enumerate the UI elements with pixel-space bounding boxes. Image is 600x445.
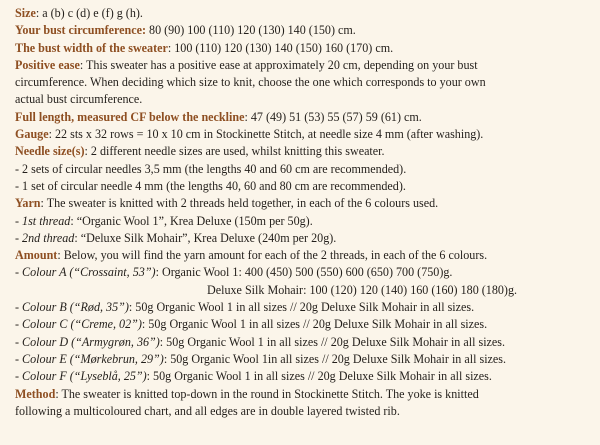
bust-circumference-line: [15, 22, 591, 39]
colour-e-line: [15, 351, 591, 368]
yarn-text: : The sweater is knitted with 2 threads held together, in each of the 6 colours used.: [40, 196, 439, 211]
positive-ease-text-2: circumference. When deciding which size to knit, choose the one which corresponds to your own: [15, 75, 486, 90]
full-length-line: [15, 109, 591, 126]
amount-line: [15, 247, 591, 264]
method-text-2: following a multicoloured chart, and all edges are in double layered twisted rib.: [15, 403, 400, 418]
colour-a-text: : Organic Wool 1: 400 (450) 500 (550) 600 (650) 700 (750)g.: [155, 265, 453, 280]
bust-width-line: [15, 40, 591, 57]
colour-text: : 50g Organic Wool 1 in all sizes // 20g Deluxe Silk Mohair in all sizes.: [146, 369, 492, 384]
needle-item: - 2 sets of circular needles 3,5 mm (the lengths 40 and 60 cm are recommended).: [15, 161, 407, 176]
gauge-value: : 22 sts x 32 rows = 10 x 10 cm in Stockinette Stitch, at needle size 4 mm (after washing).: [48, 127, 484, 142]
needle-size-line: [15, 143, 591, 160]
yarn-thread-1: [15, 213, 591, 230]
needle-size-label: Needle size(s): [15, 144, 85, 159]
full-length-label: Full length, measured CF below the neckline: [15, 109, 245, 124]
colour-text: : 50g Organic Wool 1 in all sizes // 20g Deluxe Silk Mohair in all sizes.: [141, 317, 488, 332]
colour-text: : 50g Organic Wool 1 in all sizes // 20g Deluxe Silk Mohair in all sizes.: [159, 334, 506, 349]
method-label: Method: [15, 386, 56, 401]
thread-name: - 1st thread: [15, 213, 71, 228]
bust-circumference-value: 80 (90) 100 (110) 120 (130) 140 (150) cm.: [146, 23, 356, 38]
needle-item: - 1 set of circular needle 4 mm (the lengths 40, 60 and 80 cm are recommended).: [15, 178, 406, 193]
colour-name: - Colour C (“Creme, 02”): [15, 317, 142, 332]
colour-name: - Colour E (“Mørkebrun, 29”): [15, 351, 164, 366]
yarn-line: [15, 195, 591, 212]
positive-ease-line: [15, 57, 591, 74]
needle-size-text: : 2 different needle sizes are used, whilst knitting this sweater.: [84, 144, 385, 159]
gauge-line: [15, 126, 591, 143]
thread-text: : “Organic Wool 1”, Krea Deluxe (150m per 50g).: [70, 213, 313, 228]
thread-name: - 2nd thread: [15, 230, 75, 245]
amount-text: : Below, you will find the yarn amount for each of the 2 threads, in each of the 6 colours.: [57, 248, 488, 263]
size-value: : a (b) c (d) e (f) g (h).: [35, 6, 143, 20]
bust-circumference-label: Your bust circumference:: [15, 23, 146, 38]
colour-text: : 50g Organic Wool 1 in all sizes // 20g Deluxe Silk Mohair in all sizes.: [128, 300, 475, 315]
positive-ease-text-3: actual bust circumference.: [15, 92, 143, 107]
size-line: [15, 5, 591, 22]
positive-ease-label: Positive ease: [15, 57, 80, 72]
colour-d-line: [15, 334, 591, 351]
colour-c-line: [15, 316, 591, 333]
colour-f-line: [15, 368, 591, 385]
thread-text: : “Deluxe Silk Mohair”, Krea Deluxe (240m per 20g).: [74, 230, 337, 245]
method-line: [15, 386, 591, 403]
colour-a-line: [15, 264, 591, 281]
colour-a-mohair-line: Deluxe Silk Mohair: 100 (120) 120 (140) 160 (160) 180 (180)g.: [207, 282, 518, 297]
colour-name: - Colour D (“Armygrøn, 36”): [15, 334, 160, 349]
full-length-value: : 47 (49) 51 (53) 55 (57) 59 (61) cm.: [244, 109, 422, 124]
colour-b-line: [15, 299, 591, 316]
colour-name: - Colour F (“Lyseblå, 25”): [15, 369, 147, 384]
size-label: Size: [15, 6, 36, 20]
yarn-label: Yarn: [15, 196, 41, 211]
colour-a-name: - Colour A (“Crossaint, 53”): [15, 265, 156, 280]
positive-ease-text-1: : This sweater has a positive ease at approximately 20 cm, depending on your bust: [79, 57, 478, 72]
method-text-1: : The sweater is knitted top-down in the round in Stockinette Stitch. The yoke is knitted: [55, 386, 479, 401]
yarn-thread-2: [15, 230, 591, 247]
bust-width-label: The bust width of the sweater: [15, 40, 168, 55]
colour-name: - Colour B (“Rød, 35”): [15, 300, 129, 315]
bust-width-value: : 100 (110) 120 (130) 140 (150) 160 (170) cm.: [167, 40, 394, 55]
gauge-label: Gauge: [15, 127, 49, 142]
amount-label: Amount: [15, 248, 58, 263]
colour-text: : 50g Organic Wool 1in all sizes // 20g Deluxe Silk Mohair in all sizes.: [163, 351, 507, 366]
